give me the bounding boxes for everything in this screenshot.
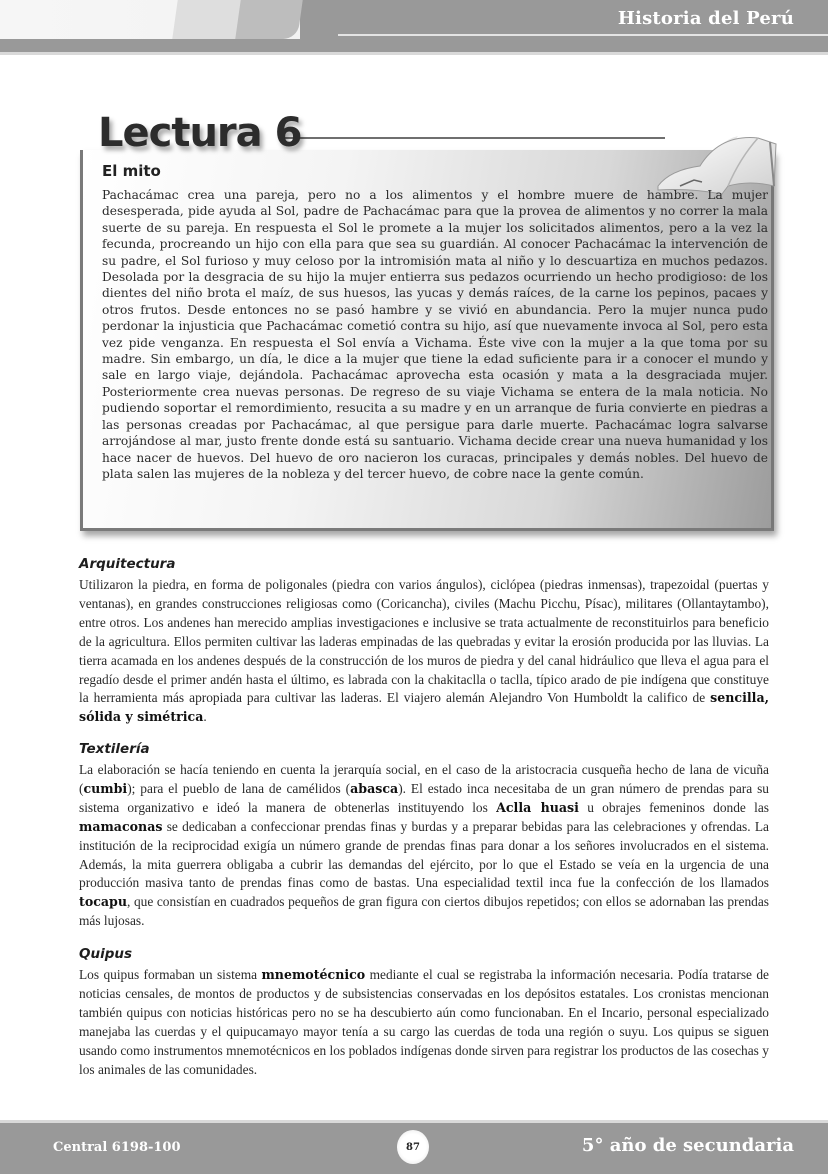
text-run: u obrajes femeninos donde las [578,799,770,815]
section-quipus [79,946,769,1079]
header-divider [0,52,828,55]
section-paragraph [79,966,769,1079]
section-heading: Quipus [79,946,133,962]
bold-term: mamaconas [79,818,163,834]
text-run: ); para el pueblo de lana de camélidos ( [127,780,351,796]
reading-paragraph: Pachacámac crea una pareja, pero no a los alimentos y el hombre muere de hambre. La mujer desesperada, pide ayuda al Sol, padre de Pachacámac para que la provea de alimentos y no correr la mala suerte de su pareja. En respuesta el Sol le promete a la mujer los solicitados alimentos, pero a la vez la fecunda, procreando un hijo con ella para que sea su guardián. Al conocer Pachacámac la intervención de su padre, el Sol furioso y muy celoso por la intromisión mata al niño y lo descuartiza en muchos pedazos. Desolada por la desgracia de su hijo la mujer entierra sus pedazos ocurriendo un hecho prodigioso: de los dientes del niño brota el maíz, de sus huesos, las yucas y demás raíces, de la carne los pepinos, pacaes y otros frutos. Desde entonces no se pasó hambre y se vivió en abundancia. Pero la mujer nunca pudo perdonar la injusticia que Pachacámac cometió contra su hijo, así que nuevamente invoca al Sol, pero esta vez pide venganza. En respuesta el Sol envía a Vichama. Éste vive con la mujer a la que toma por su madre. Sin embargo, un día, le dice a la mujer que tiene la edad suficiente para ir a conocer el mundo y sale en largo viaje, dejándola. Pachacámac aprovecha esta ocasión y mata a la desgraciada mujer. Posteriormente crea nuevas personas. De regreso de su viaje Vichama se entera de la mala noticia. No pudiendo soportar el remordimiento, resucita a su madre y en un arranque de furia convierte en piedras a las personas creadas por Pachacámac, al que persigue para darle muerte. Pachacámac logra salvarse arrojándose al mar, justo frente donde está su santuario. Vichama decide crear una nueva humanidad y los hace nacer de huevos. Del huevo de oro nacieron los curacas, principales y demás nobles. Del huevo de plata salen las mujeres de la nobleza y del tercer huevo, de cobre nace la gente común. [102,188,768,481]
text-run: se dedicaban a confeccionar prendas finas y burdas y a preparar bebidas para las celebraciones y ofrendas. La institución de la reciprocidad exigía un número grande de prendas finas para donar a los señores involucrados en el sistema. Además, la mita guerrera obligaba a cubrir las demandas del ejército, por lo que el Estado se veía en la urgencia de una producción masiva tanto de prendas finas como de bastas. Una especialidad textil inca fue la confección de los llamados [79,818,769,891]
page-footer [0,1120,828,1174]
section-textileria [79,741,769,931]
bold-term: abasca [350,780,399,796]
page-number: 87 [406,1141,420,1153]
reading-title: Lectura 6 [98,110,302,156]
bold-term: cumbi [83,780,128,796]
section-heading: Arquitectura [79,556,176,572]
header-decoration [235,0,302,39]
text-run: La elaboración se hacía teniendo en cuenta la jerarquía social, en el caso de la aristocracia cusqueña hecho de lana de vicuña ( [79,762,769,796]
bold-term: sencilla, sólida y simétrica [79,690,769,725]
bold-term: Aclla huasi [496,799,579,815]
footer-grade: 5° año de secundaria [581,1135,794,1156]
footer-phone: Central 6198-100 [53,1140,181,1155]
text-run: Los quipus formaban un sistema [79,967,262,982]
section-paragraph [79,761,769,931]
page-number-badge [397,1130,429,1164]
section-arquitectura [79,556,769,727]
page-header [0,0,828,52]
bold-term: mnemotécnico [261,967,366,982]
bold-term: tocapu [79,894,128,910]
text-run: ). El estado inca necesitaba de un gran número de prendas para su sistema organizativo e ideó la manera de obtenerlas instituyendo los [79,780,769,815]
reading-body [102,187,768,482]
section-heading: Textilería [79,741,150,757]
section-paragraph [79,576,769,727]
header-rule [338,34,828,36]
text-run: , que consistían en cuadrados pequeños de gran figura con ciertos dibujos repetidos; con ellos se adornaban las prendas más lujosas. [79,894,769,929]
title-rule [285,137,665,139]
text-run: Utilizaron la piedra, en forma de poligonales (piedra con varios ángulos), ciclópea (piedras inmensas), trapezoidal (puertas y ventanas), en grandes construcciones religiosas como (Coricancha), civiles (Machu Picchu, Písac), militares (Ollantaytambo), entre otros. Los andenes han merecido amplias investigaciones e inclusive se trata actualmente de reconstituirlos para beneficio de la agricultura. Ellos permiten cultivar las laderas empinadas de las quebradas y evitar la erosión producida por las lluvias. La tierra acamada en los andenes después de la construcción de los muros de piedra y del canal hidráulico que lleva el agua para el regadío desde el primer andén hasta el último, es labrada con la chakitaclla o taclla, típico arado de pie indígena que constituye la herramienta más apropiada para cultivar las laderas. El viajero alemán Alejandro Von Humboldt la califico de [79,577,769,706]
reading-subtitle: El mito [102,162,161,180]
text-run: mediante el cual se registraba la información necesaria. Podía tratarse de noticias censales, de montos de productos y de subsistencias conservadas en los depósitos estatales. Los cronistas mencionan también quipus con noticias históricas pero no se ha descubierto aún como funcionaban. En el Incario, personal especializado manejaba las cuerdas y el quipucamayo mayor tenía a su cargo las cuerdas de toda una región o suyu. Los quipus se siguen usando como instrumentos mnemotécnicos en los poblados indígenas donde sirven para registrar los productos de las cosechas y los animales de las comunidades. [79,967,769,1077]
text-run: . [203,709,207,725]
book-title: Historia del Perú [617,8,794,29]
